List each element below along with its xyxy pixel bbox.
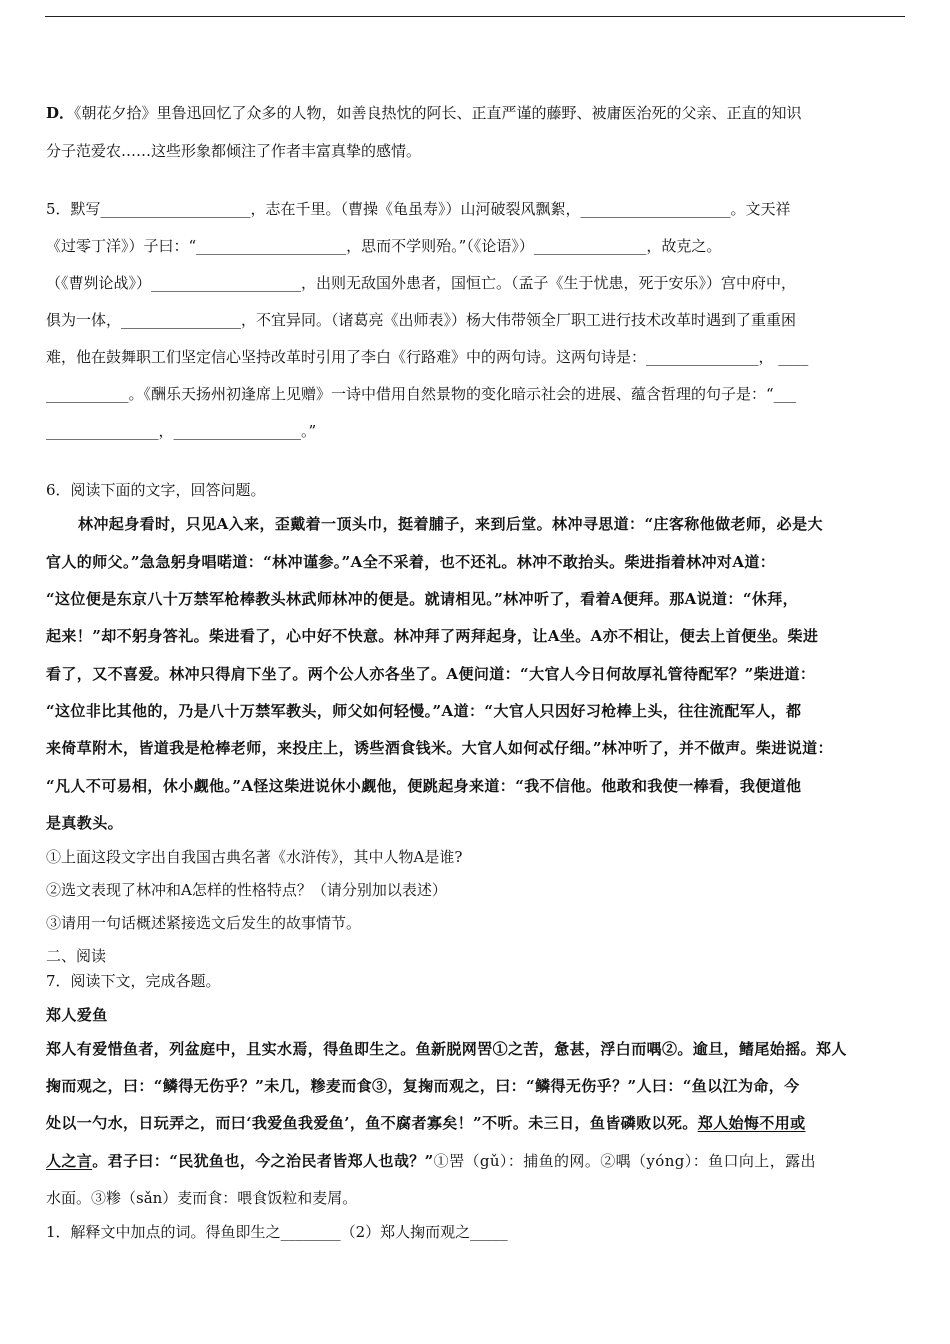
q7-question-1 (46, 1222, 912, 1242)
q6-passage-line: 是真教头。 (46, 814, 124, 832)
q5-line: 难，他在鼓舞职工们坚定信心坚持改革时引用了李白《行路难》中的两句诗。这两句诗是：_______________， ____ (46, 348, 809, 366)
dotted-word: 观 (440, 1223, 456, 1241)
q6-passage-line: 官人的师父。”急急躬身唱喏道：“林冲谨参。”A全不采着，也不还礼。林冲不敢抬头。柴进指着林冲对A道： (46, 553, 776, 571)
q7-notes: ①罟（gǔ）：捕鱼的网。②喁（yóng）：鱼口向上，露出 (433, 1152, 816, 1170)
q6-item: ②选文表现了林冲和A怎样的性格特点？（请分别加以表述） (46, 881, 447, 899)
underlined-phrase: 郑人始悔不用或 (697, 1114, 806, 1132)
q6-item: ③请用一句话概述紧接选文后发生的故事情节。 (46, 914, 362, 932)
q6-passage-line: 林冲起身看时，只见A入来，歪戴着一顶头巾，挺着脯子，来到后堂。林冲寻思道：“庄客称他做老师，必是大 (78, 515, 823, 533)
q7-passage-text: 处以一勺水，日玩弄之，而曰‘我爱鱼我爱鱼’，鱼不腐者寡矣！”不听。未三日，鱼皆磷败以死。 (46, 1114, 698, 1132)
q6-passage-line: 来倚草附木，皆道我是枪棒老师，来投庄上，诱些酒食钱米。大官人如何忒仔细。”林冲听了，并不做声。柴进说道： (46, 739, 833, 757)
option-d-label: D． (46, 104, 75, 122)
q7-q1-text: 之_____ (455, 1223, 508, 1241)
q6-title: 6．阅读下面的文字，回答问题。 (46, 481, 266, 499)
q6-passage-line: “这位便是东京八十万禁军枪棒教头林武师林冲的便是。就请相见。”林冲听了，看着A便拜。那A说道：“休拜， (46, 590, 799, 608)
option-d-line-1 (46, 103, 912, 123)
q5-line: （《曹刿论战》）____________________，出则无敌国外患者，国恒亡。（孟子《生于忧患，死于安乐》）宫中府中， (46, 274, 797, 292)
q5-line: 《过零丁洋》）子曰：“____________________，思而不学则殆。”（《论语》）_______________，故克之。 (46, 237, 722, 255)
q5-line: 俱为一体，________________，不宜异同。（诸葛亮《出师表》）杨大伟带领全厂职工进行技术改革时遇到了重重困 (46, 311, 797, 329)
q6-passage-line: “凡人不可易相，休小觑他。”A怪这柴进说休小觑他，便跳起身来道：“我不信他。他敢和我使一棒看，我便道他 (46, 777, 802, 795)
q6-passage-line: “这位非比其他的，乃是八十万禁军教头，师父如何轻慢。”A道：“大官人只因好习枪棒上头，往往流配军人，都 (46, 702, 802, 720)
option-d-line-2: 分子范爱农……这些形象都倾注了作者丰富真挚的感情。 (46, 142, 422, 160)
q6-item: ①上面这段文字出自我国古典名著《水浒传》，其中人物A是谁? (46, 848, 463, 866)
q7-q1-text: 之________（2）郑人掬而 (265, 1223, 441, 1241)
q5-line: _______________，_________________。” (46, 422, 317, 440)
q5-line: ___________。《酬乐天扬州初逢席上见赠》一诗中借用自然景物的变化暗示社会的进展、蕴含哲理的句子是：“___ (46, 385, 797, 403)
q7-passage-line: 掬而观之，曰：“鳞得无伤乎？”未几，糁麦而食③，复掬而观之，曰：“鳞得无伤乎？”人曰：“鱼以江为命，今 (46, 1077, 800, 1095)
q7-passage-line: 郑人有爱惜鱼者，列盆庭中，且实水焉，得鱼即生之。鱼新脱网罟①之苦，惫甚，浮白而喁②。逾旦，鳍尾始摇。郑人 (46, 1040, 847, 1058)
q7-passage-line-3 (46, 1113, 912, 1133)
q6-passage-line: 起来！”却不躬身答礼。柴进看了，心中好不快意。林冲拜了两拜起身，让A坐。A亦不相让，便去上首便坐。柴进 (46, 627, 819, 645)
q6-passage-line: 看了，又不喜爱。林冲只得肩下坐了。两个公人亦各坐了。A便问道：“大官人今日何故厚礼管待配军？”柴进道： (46, 665, 816, 683)
q5-line: 5．默写____________________，志在千里。（曹操《龟虽寿》）山河破裂风飘絮，____________________。文天祥 (46, 200, 791, 218)
q7-q1-text: 1．解释文中加点的词。得鱼即 (46, 1223, 251, 1241)
dotted-word: 生 (250, 1223, 266, 1241)
q7-notes-line: 水面。③糁（sǎn）麦而食：喂食饭粒和麦屑。 (46, 1189, 358, 1207)
q7-title: 7．阅读下文，完成各题。 (46, 972, 221, 990)
q7-passage-text: 。君子曰：“民犹鱼也，今之治民者皆郑人也哉？” (92, 1152, 434, 1170)
header-rule (45, 16, 905, 17)
section-heading: 二、阅读 (46, 947, 107, 965)
underlined-phrase: 人之言 (46, 1152, 93, 1170)
q7-passage-title: 郑人爱鱼 (46, 1006, 108, 1024)
option-d-text: 《朝花夕拾》里鲁迅回忆了众多的人物，如善良热忱的阿长、正直严谨的藤野、被庸医治死的父亲、正直的知识 (74, 104, 802, 122)
q7-passage-line-4 (46, 1151, 912, 1171)
